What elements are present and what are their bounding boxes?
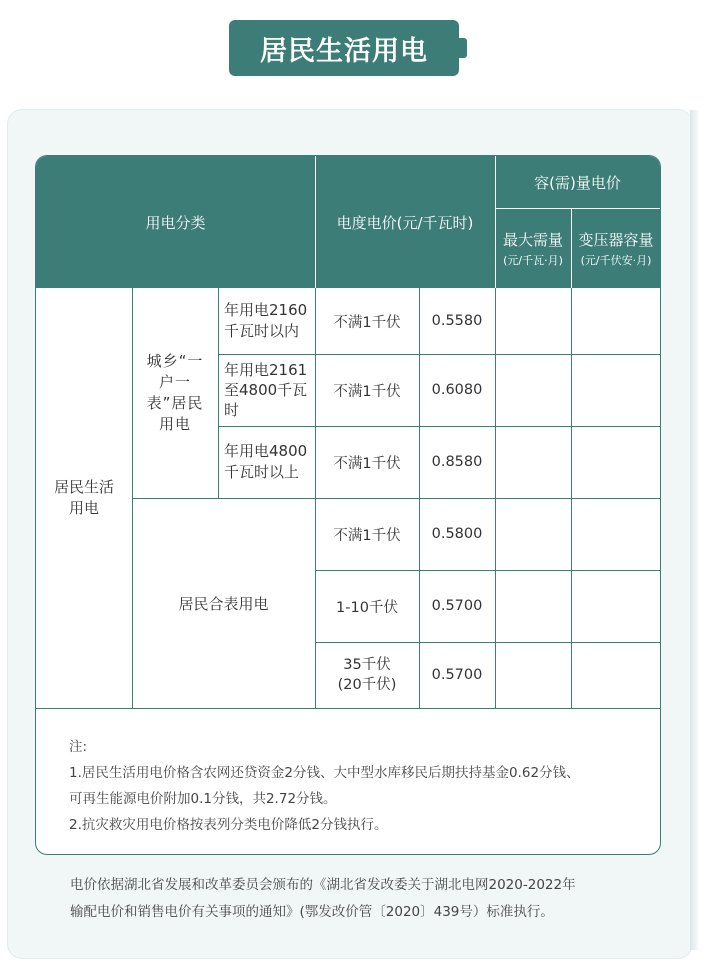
row-5-voltage: 1-10千伏	[336, 599, 398, 616]
subgroup-one-label	[132, 288, 218, 498]
group-label	[36, 288, 132, 708]
transformer-unit: (元/千伏安·月)	[580, 254, 652, 267]
row-2-price: 0.6080	[431, 382, 483, 398]
header-divider	[495, 208, 660, 209]
max-demand-label: 最大需量	[502, 231, 563, 249]
row-5-price: 0.5700	[431, 598, 483, 614]
price-table	[35, 155, 661, 855]
subgroup-two-label: 居民合表用电	[178, 594, 269, 613]
footer-text	[70, 872, 670, 926]
battery-tip-decoration	[457, 38, 467, 58]
note-1-line-1: 1.居民生活用电价格含农网还贷资金2分钱、大中型水库移民后期扶持基金0.62分钱、	[69, 765, 580, 781]
tier-3-text: 年用电4800千瓦时以上	[224, 442, 308, 481]
header-capacity-price: 容(需)量电价	[534, 173, 621, 192]
tier-2	[218, 354, 315, 426]
grid-line	[132, 498, 660, 499]
note-2: 2.抗灾救灾用电价格按表列分类电价降低2分钱执行。	[69, 817, 388, 833]
transformer-label: 变压器容量	[578, 231, 654, 249]
row-6-voltage	[315, 642, 419, 708]
grid-line	[218, 426, 660, 427]
page-title: 居民生活用电	[229, 20, 459, 76]
tier-2-text: 年用电2161至4800千瓦时	[224, 361, 308, 419]
notes-label: 注:	[69, 739, 88, 755]
row-6-price: 0.5700	[431, 667, 483, 683]
header-transformer	[572, 209, 660, 288]
grid-line	[218, 288, 219, 498]
grid-line	[315, 642, 660, 643]
row-3-price: 0.8580	[431, 454, 483, 470]
row-4-price: 0.5800	[431, 526, 483, 542]
tier-1	[218, 288, 315, 354]
row-6-voltage-text: 35千伏(20千伏)	[337, 657, 397, 693]
grid-line	[36, 708, 660, 709]
row-3-voltage: 不满1千伏	[333, 455, 401, 472]
panel-shadow-edge	[690, 110, 700, 950]
tier-1-text: 年用电2160千瓦时以内	[224, 301, 308, 340]
title-badge	[229, 20, 467, 76]
header-divider	[495, 156, 496, 288]
header-divider	[315, 156, 316, 288]
header-max-demand	[495, 209, 571, 288]
group-label-text: 居民生活用电	[53, 478, 114, 517]
subgroup-one-text: 城乡“一户一表”居民用电	[146, 352, 204, 433]
footer-line-1: 电价依据湖北省发展和改革委员会颁布的《湖北省发改委关于湖北电网2020-2022年	[70, 877, 576, 893]
max-demand-unit: (元/千瓦·月)	[503, 254, 563, 267]
row-2-voltage: 不满1千伏	[333, 383, 401, 400]
row-1-voltage: 不满1千伏	[333, 314, 401, 331]
footer-line-2: 输配电价和销售电价有关事项的通知》(鄂发改价管〔2020〕439号）标准执行。	[70, 904, 554, 920]
header-divider	[571, 208, 572, 288]
grid-line	[315, 570, 660, 571]
row-1-price: 0.5580	[431, 313, 483, 329]
header-category: 用电分类	[145, 213, 206, 232]
grid-line	[218, 354, 660, 355]
note-1-line-2: 可再生能源电价附加0.1分钱，共2.72分钱。	[69, 791, 337, 807]
notes-section	[69, 734, 649, 838]
tier-3	[218, 426, 315, 498]
header-energy-price: 电度电价(元/千瓦时)	[336, 213, 474, 232]
row-4-voltage: 不满1千伏	[333, 527, 401, 544]
